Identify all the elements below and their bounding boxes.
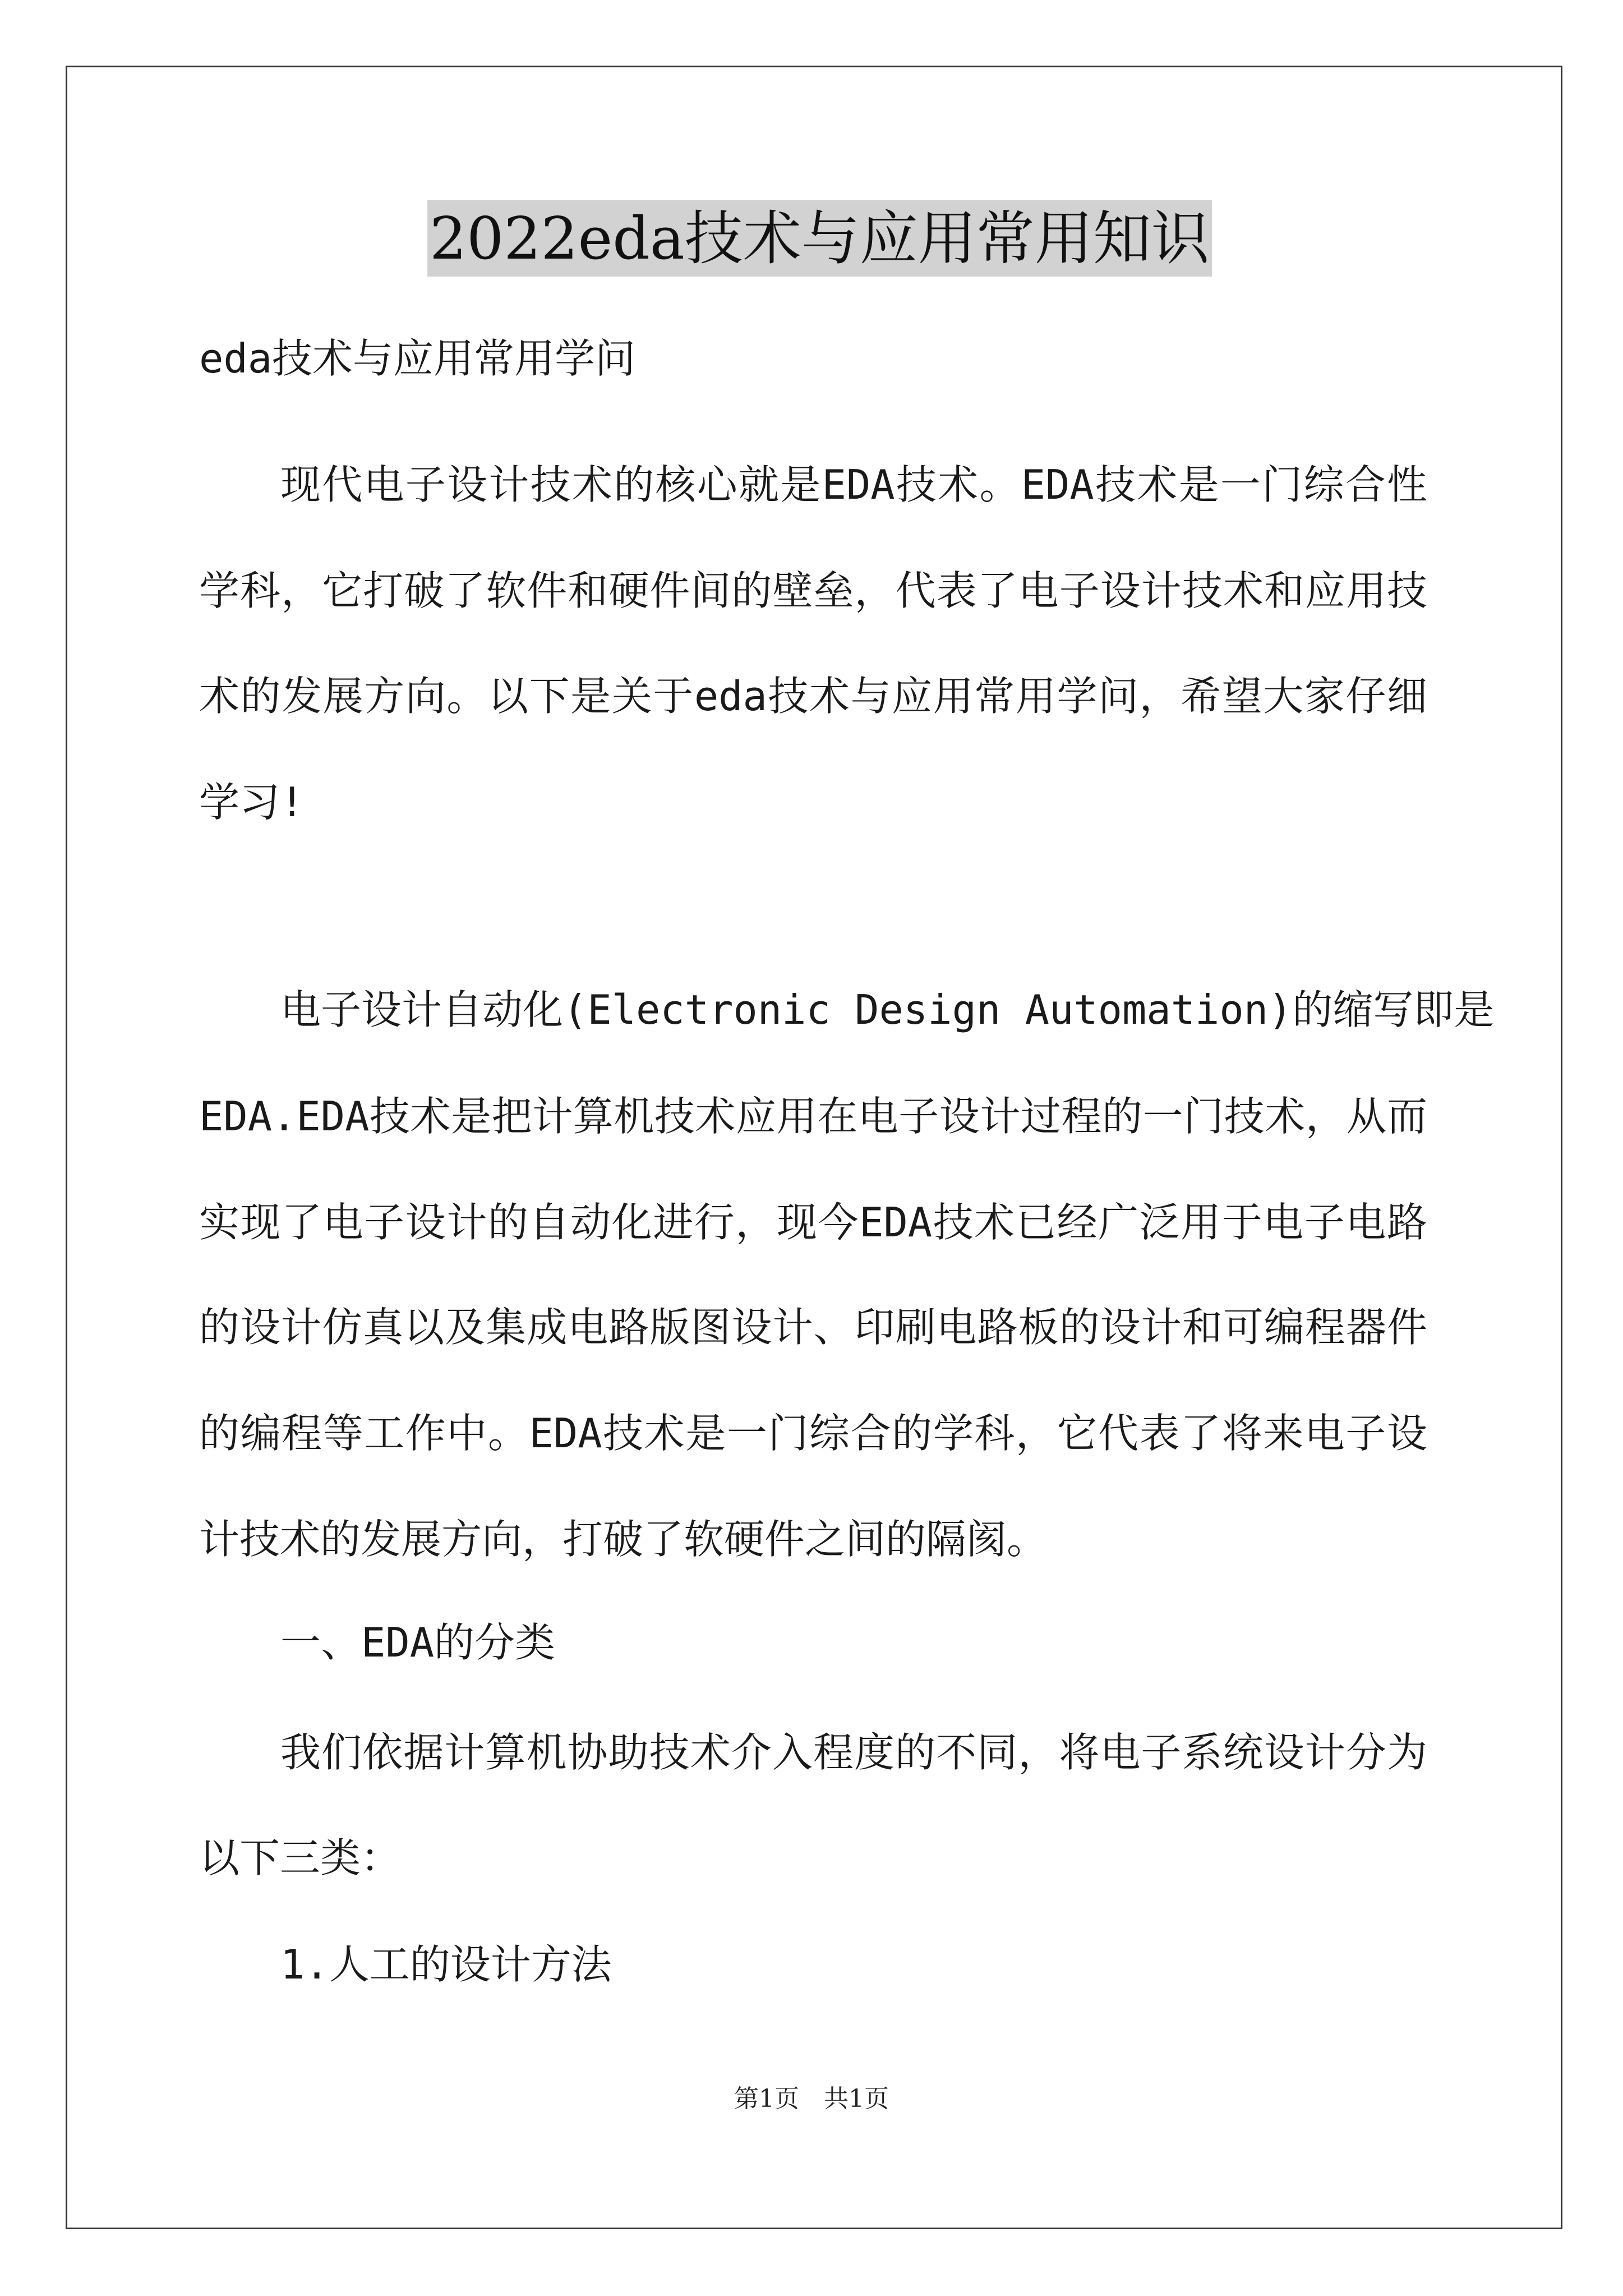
paragraph-line: 实现了电子设计的自动化进行，现今EDA技术已经广泛用于电子电路 (199, 1199, 1427, 1246)
paragraph-line: 学习! (199, 779, 305, 826)
paragraph-line: 现代电子设计技术的核心就是EDA技术。EDA技术是一门综合性 (280, 461, 1427, 508)
paragraph-line: 电子设计自动化(Electronic Design Automation)的缩写即是 (280, 986, 1495, 1033)
paragraph-line: 的设计仿真以及集成电路版图设计、印刷电路板的设计和可编程器件 (199, 1304, 1427, 1351)
paragraph-line: 计技术的发展方向，打破了软硬件之间的隔阂。 (199, 1516, 1048, 1563)
list-item: 1.人工的设计方法 (280, 1941, 612, 1988)
paragraph-line: 术的发展方向。以下是关于eda技术与应用常用学问，希望大家仔细 (199, 673, 1427, 720)
paragraph-line: 以下三类： (199, 1834, 402, 1881)
document-subtitle: eda技术与应用常用学问 (199, 335, 636, 382)
page-number: 第1页 共1页 (734, 2085, 889, 2113)
section-heading: 一、EDA的分类 (280, 1619, 556, 1666)
page-border (66, 66, 1562, 2229)
paragraph-line: 学科，它打破了软件和硬件间的壁垒，代表了电子设计技术和应用技 (199, 567, 1427, 614)
paragraph-line: 的编程等工作中。EDA技术是一门综合的学科，它代表了将来电子设 (199, 1410, 1427, 1457)
paragraph-line: EDA.EDA技术是把计算机技术应用在电子设计过程的一门技术，从而 (199, 1093, 1427, 1140)
document-title: 2022eda技术与应用常用知识 (427, 200, 1212, 277)
paragraph-line: 我们依据计算机协助技术介入程度的不同，将电子系统设计分为 (280, 1729, 1427, 1776)
